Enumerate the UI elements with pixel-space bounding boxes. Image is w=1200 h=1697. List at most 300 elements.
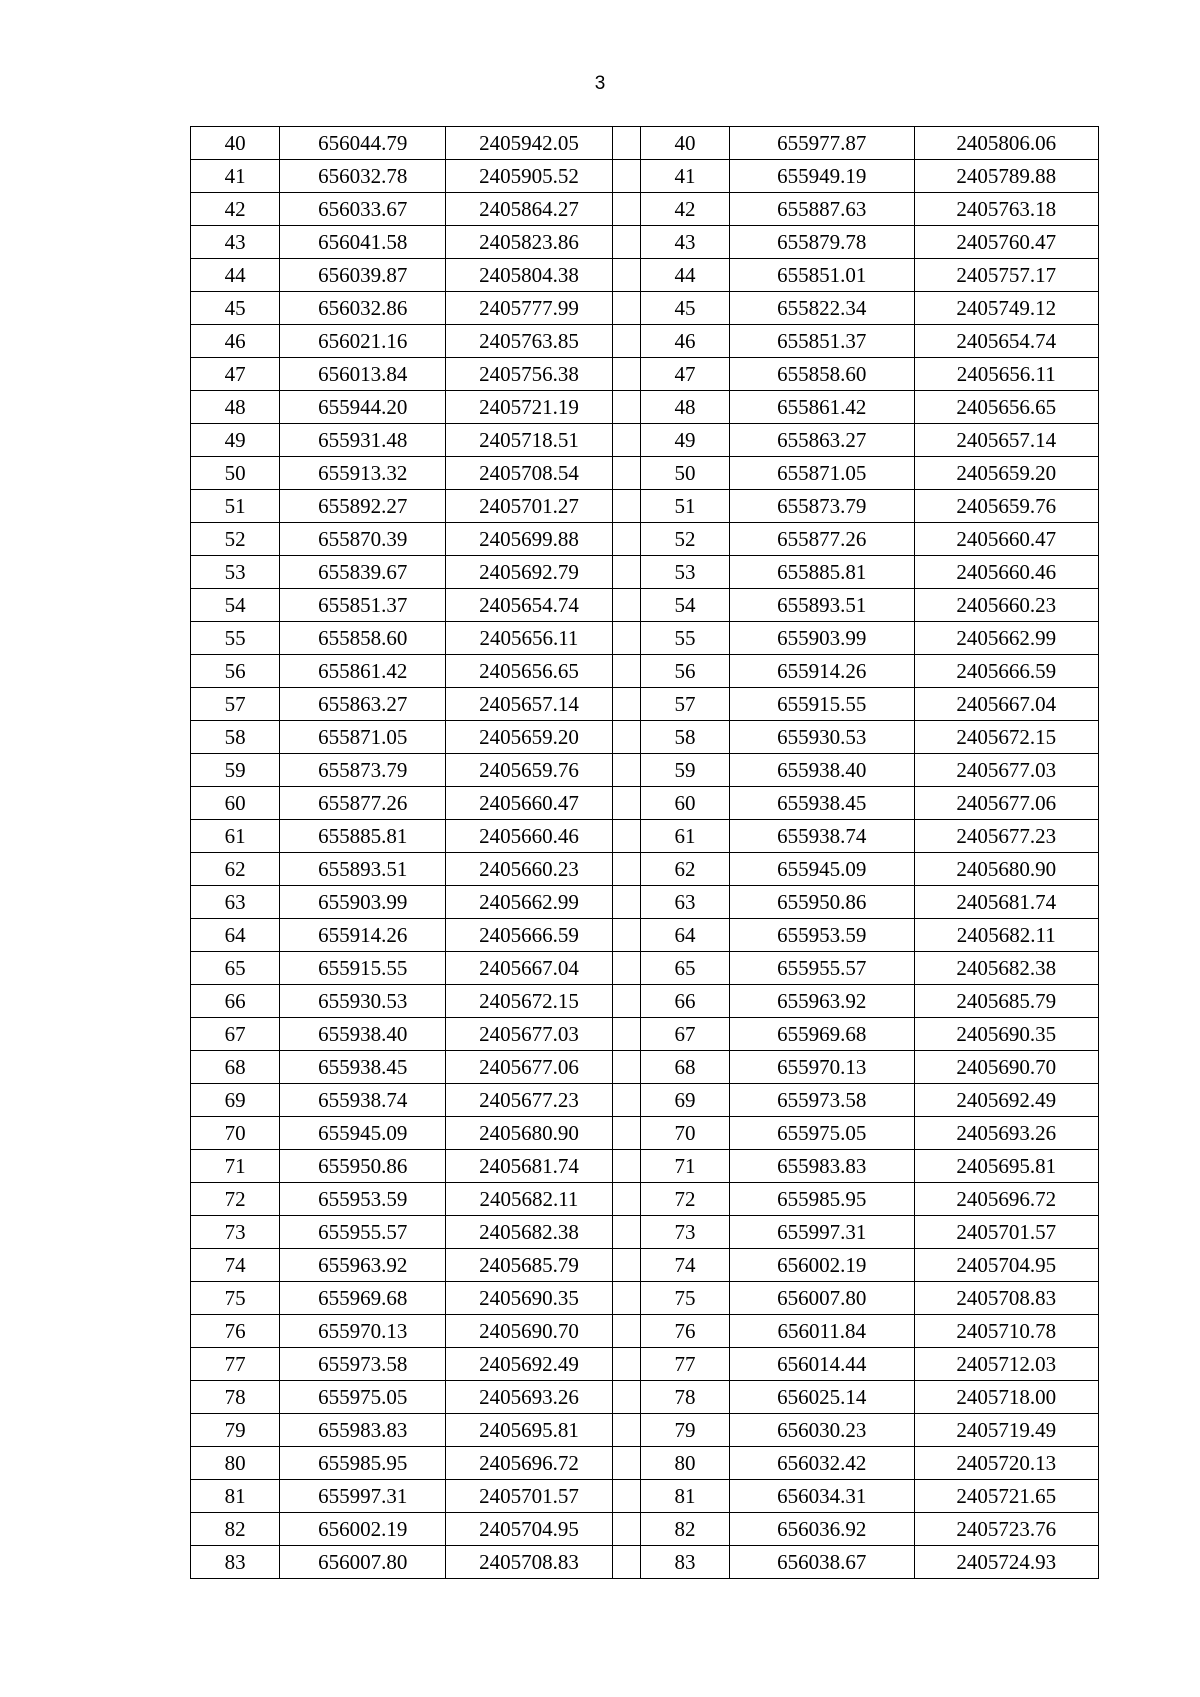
table-row	[191, 1480, 1099, 1513]
separator-cell	[612, 1315, 640, 1348]
left-point-number-cell: 79	[191, 1414, 280, 1447]
right-point-number-cell: 69	[640, 1084, 729, 1117]
right-point-number-cell: 57	[640, 688, 729, 721]
left-point-number-cell: 53	[191, 556, 280, 589]
page-number: 3	[594, 73, 606, 94]
right-y-coordinate-cell: 2405656.65	[914, 391, 1099, 424]
table-row	[191, 589, 1099, 622]
right-x-coordinate-cell: 655863.27	[730, 424, 914, 457]
right-point-number-cell: 44	[640, 259, 729, 292]
right-y-coordinate-cell: 2405701.57	[914, 1216, 1099, 1249]
right-x-coordinate-cell: 655885.81	[730, 556, 914, 589]
right-x-coordinate-cell: 655977.87	[730, 127, 914, 160]
table-row	[191, 985, 1099, 1018]
left-point-number-cell: 78	[191, 1381, 280, 1414]
right-y-coordinate-cell: 2405693.26	[914, 1117, 1099, 1150]
left-y-coordinate-cell: 2405685.79	[446, 1249, 612, 1282]
separator-cell	[612, 424, 640, 457]
right-point-number-cell: 66	[640, 985, 729, 1018]
right-point-number-cell: 79	[640, 1414, 729, 1447]
left-y-coordinate-cell: 2405695.81	[446, 1414, 612, 1447]
separator-cell	[612, 226, 640, 259]
left-x-coordinate-cell: 655914.26	[280, 919, 446, 952]
table-row	[191, 259, 1099, 292]
right-point-number-cell: 76	[640, 1315, 729, 1348]
table-row	[191, 721, 1099, 754]
right-x-coordinate-cell: 655858.60	[730, 358, 914, 391]
table-row	[191, 556, 1099, 589]
table-row	[191, 1414, 1099, 1447]
right-point-number-cell: 67	[640, 1018, 729, 1051]
right-point-number-cell: 58	[640, 721, 729, 754]
left-y-coordinate-cell: 2405656.65	[446, 655, 612, 688]
right-x-coordinate-cell: 655950.86	[730, 886, 914, 919]
right-x-coordinate-cell: 655973.58	[730, 1084, 914, 1117]
right-x-coordinate-cell: 655851.01	[730, 259, 914, 292]
right-point-number-cell: 63	[640, 886, 729, 919]
right-point-number-cell: 51	[640, 490, 729, 523]
table-row	[191, 1117, 1099, 1150]
left-point-number-cell: 47	[191, 358, 280, 391]
left-y-coordinate-cell: 2405677.03	[446, 1018, 612, 1051]
left-y-coordinate-cell: 2405666.59	[446, 919, 612, 952]
left-point-number-cell: 64	[191, 919, 280, 952]
left-y-coordinate-cell: 2405681.74	[446, 1150, 612, 1183]
separator-cell	[612, 127, 640, 160]
separator-cell	[612, 490, 640, 523]
left-y-coordinate-cell: 2405693.26	[446, 1381, 612, 1414]
left-x-coordinate-cell: 656044.79	[280, 127, 446, 160]
left-x-coordinate-cell: 656033.67	[280, 193, 446, 226]
right-y-coordinate-cell: 2405672.15	[914, 721, 1099, 754]
right-point-number-cell: 46	[640, 325, 729, 358]
right-x-coordinate-cell: 655975.05	[730, 1117, 914, 1150]
right-point-number-cell: 52	[640, 523, 729, 556]
left-x-coordinate-cell: 656002.19	[280, 1513, 446, 1546]
right-y-coordinate-cell: 2405757.17	[914, 259, 1099, 292]
right-x-coordinate-cell: 655879.78	[730, 226, 914, 259]
right-x-coordinate-cell: 655938.40	[730, 754, 914, 787]
right-y-coordinate-cell: 2405657.14	[914, 424, 1099, 457]
left-y-coordinate-cell: 2405701.57	[446, 1480, 612, 1513]
right-x-coordinate-cell: 656014.44	[730, 1348, 914, 1381]
left-x-coordinate-cell: 656013.84	[280, 358, 446, 391]
table-row	[191, 1282, 1099, 1315]
right-y-coordinate-cell: 2405660.47	[914, 523, 1099, 556]
right-x-coordinate-cell: 655997.31	[730, 1216, 914, 1249]
left-point-number-cell: 75	[191, 1282, 280, 1315]
separator-cell	[612, 1249, 640, 1282]
table-row	[191, 1249, 1099, 1282]
right-y-coordinate-cell: 2405682.38	[914, 952, 1099, 985]
right-point-number-cell: 74	[640, 1249, 729, 1282]
left-x-coordinate-cell: 655969.68	[280, 1282, 446, 1315]
left-x-coordinate-cell: 655963.92	[280, 1249, 446, 1282]
right-x-coordinate-cell: 655877.26	[730, 523, 914, 556]
left-point-number-cell: 54	[191, 589, 280, 622]
left-point-number-cell: 55	[191, 622, 280, 655]
right-y-coordinate-cell: 2405660.23	[914, 589, 1099, 622]
left-y-coordinate-cell: 2405660.23	[446, 853, 612, 886]
right-y-coordinate-cell: 2405710.78	[914, 1315, 1099, 1348]
left-point-number-cell: 50	[191, 457, 280, 490]
table-row	[191, 1315, 1099, 1348]
left-y-coordinate-cell: 2405701.27	[446, 490, 612, 523]
right-y-coordinate-cell: 2405690.70	[914, 1051, 1099, 1084]
right-y-coordinate-cell: 2405692.49	[914, 1084, 1099, 1117]
table-row	[191, 160, 1099, 193]
left-point-number-cell: 52	[191, 523, 280, 556]
right-x-coordinate-cell: 655822.34	[730, 292, 914, 325]
separator-cell	[612, 754, 640, 787]
left-point-number-cell: 40	[191, 127, 280, 160]
left-y-coordinate-cell: 2405823.86	[446, 226, 612, 259]
right-y-coordinate-cell: 2405662.99	[914, 622, 1099, 655]
left-point-number-cell: 83	[191, 1546, 280, 1579]
left-y-coordinate-cell: 2405718.51	[446, 424, 612, 457]
separator-cell	[612, 1183, 640, 1216]
left-x-coordinate-cell: 656007.80	[280, 1546, 446, 1579]
table-row	[191, 424, 1099, 457]
right-x-coordinate-cell: 656002.19	[730, 1249, 914, 1282]
left-point-number-cell: 60	[191, 787, 280, 820]
separator-cell	[612, 589, 640, 622]
right-point-number-cell: 40	[640, 127, 729, 160]
left-point-number-cell: 41	[191, 160, 280, 193]
right-y-coordinate-cell: 2405660.46	[914, 556, 1099, 589]
left-point-number-cell: 74	[191, 1249, 280, 1282]
right-y-coordinate-cell: 2405677.06	[914, 787, 1099, 820]
right-x-coordinate-cell: 656038.67	[730, 1546, 914, 1579]
table-row	[191, 358, 1099, 391]
left-x-coordinate-cell: 655975.05	[280, 1381, 446, 1414]
left-x-coordinate-cell: 655955.57	[280, 1216, 446, 1249]
left-x-coordinate-cell: 655997.31	[280, 1480, 446, 1513]
left-x-coordinate-cell: 656021.16	[280, 325, 446, 358]
left-y-coordinate-cell: 2405657.14	[446, 688, 612, 721]
separator-cell	[612, 1084, 640, 1117]
left-y-coordinate-cell: 2405905.52	[446, 160, 612, 193]
right-x-coordinate-cell: 655930.53	[730, 721, 914, 754]
separator-cell	[612, 1513, 640, 1546]
right-point-number-cell: 55	[640, 622, 729, 655]
left-y-coordinate-cell: 2405672.15	[446, 985, 612, 1018]
right-x-coordinate-cell: 655953.59	[730, 919, 914, 952]
separator-cell	[612, 1381, 640, 1414]
left-y-coordinate-cell: 2405654.74	[446, 589, 612, 622]
right-x-coordinate-cell: 656034.31	[730, 1480, 914, 1513]
right-x-coordinate-cell: 655955.57	[730, 952, 914, 985]
right-y-coordinate-cell: 2405720.13	[914, 1447, 1099, 1480]
left-point-number-cell: 81	[191, 1480, 280, 1513]
separator-cell	[612, 1546, 640, 1579]
right-point-number-cell: 78	[640, 1381, 729, 1414]
left-y-coordinate-cell: 2405680.90	[446, 1117, 612, 1150]
table-row	[191, 523, 1099, 556]
left-x-coordinate-cell: 655858.60	[280, 622, 446, 655]
separator-cell	[612, 1447, 640, 1480]
left-y-coordinate-cell: 2405708.54	[446, 457, 612, 490]
left-x-coordinate-cell: 655913.32	[280, 457, 446, 490]
left-point-number-cell: 44	[191, 259, 280, 292]
separator-cell	[612, 1051, 640, 1084]
table-row	[191, 853, 1099, 886]
separator-cell	[612, 325, 640, 358]
right-x-coordinate-cell: 655871.05	[730, 457, 914, 490]
right-point-number-cell: 81	[640, 1480, 729, 1513]
separator-cell	[612, 622, 640, 655]
right-y-coordinate-cell: 2405680.90	[914, 853, 1099, 886]
left-y-coordinate-cell: 2405690.35	[446, 1282, 612, 1315]
left-x-coordinate-cell: 655970.13	[280, 1315, 446, 1348]
right-x-coordinate-cell: 655861.42	[730, 391, 914, 424]
separator-cell	[612, 457, 640, 490]
left-x-coordinate-cell: 655973.58	[280, 1348, 446, 1381]
right-point-number-cell: 75	[640, 1282, 729, 1315]
right-y-coordinate-cell: 2405695.81	[914, 1150, 1099, 1183]
right-y-coordinate-cell: 2405659.76	[914, 490, 1099, 523]
right-y-coordinate-cell: 2405719.49	[914, 1414, 1099, 1447]
left-x-coordinate-cell: 655938.40	[280, 1018, 446, 1051]
separator-cell	[612, 721, 640, 754]
separator-cell	[612, 1117, 640, 1150]
table-row	[191, 226, 1099, 259]
left-x-coordinate-cell: 655892.27	[280, 490, 446, 523]
right-x-coordinate-cell: 655963.92	[730, 985, 914, 1018]
left-x-coordinate-cell: 655839.67	[280, 556, 446, 589]
left-y-coordinate-cell: 2405667.04	[446, 952, 612, 985]
table-row	[191, 457, 1099, 490]
right-x-coordinate-cell: 656036.92	[730, 1513, 914, 1546]
right-point-number-cell: 65	[640, 952, 729, 985]
left-point-number-cell: 58	[191, 721, 280, 754]
right-x-coordinate-cell: 655983.83	[730, 1150, 914, 1183]
separator-cell	[612, 787, 640, 820]
separator-cell	[612, 1150, 640, 1183]
right-y-coordinate-cell: 2405763.18	[914, 193, 1099, 226]
left-y-coordinate-cell: 2405942.05	[446, 127, 612, 160]
left-x-coordinate-cell: 655877.26	[280, 787, 446, 820]
left-x-coordinate-cell: 655938.45	[280, 1051, 446, 1084]
right-point-number-cell: 47	[640, 358, 729, 391]
left-point-number-cell: 56	[191, 655, 280, 688]
right-y-coordinate-cell: 2405690.35	[914, 1018, 1099, 1051]
right-point-number-cell: 41	[640, 160, 729, 193]
separator-cell	[612, 655, 640, 688]
right-y-coordinate-cell: 2405708.83	[914, 1282, 1099, 1315]
left-point-number-cell: 57	[191, 688, 280, 721]
left-point-number-cell: 68	[191, 1051, 280, 1084]
right-x-coordinate-cell: 655887.63	[730, 193, 914, 226]
left-x-coordinate-cell: 655870.39	[280, 523, 446, 556]
left-point-number-cell: 76	[191, 1315, 280, 1348]
right-y-coordinate-cell: 2405696.72	[914, 1183, 1099, 1216]
right-y-coordinate-cell: 2405677.03	[914, 754, 1099, 787]
left-y-coordinate-cell: 2405656.11	[446, 622, 612, 655]
separator-cell	[612, 952, 640, 985]
left-point-number-cell: 73	[191, 1216, 280, 1249]
left-x-coordinate-cell: 655953.59	[280, 1183, 446, 1216]
right-point-number-cell: 70	[640, 1117, 729, 1150]
left-y-coordinate-cell: 2405708.83	[446, 1546, 612, 1579]
right-y-coordinate-cell: 2405656.11	[914, 358, 1099, 391]
separator-cell	[612, 886, 640, 919]
separator-cell	[612, 358, 640, 391]
left-point-number-cell: 62	[191, 853, 280, 886]
right-y-coordinate-cell: 2405704.95	[914, 1249, 1099, 1282]
right-x-coordinate-cell: 655873.79	[730, 490, 914, 523]
left-y-coordinate-cell: 2405756.38	[446, 358, 612, 391]
right-x-coordinate-cell: 656025.14	[730, 1381, 914, 1414]
left-x-coordinate-cell: 656032.78	[280, 160, 446, 193]
left-y-coordinate-cell: 2405804.38	[446, 259, 612, 292]
table-row	[191, 1051, 1099, 1084]
right-y-coordinate-cell: 2405666.59	[914, 655, 1099, 688]
separator-cell	[612, 1480, 640, 1513]
left-point-number-cell: 71	[191, 1150, 280, 1183]
right-point-number-cell: 60	[640, 787, 729, 820]
right-y-coordinate-cell: 2405667.04	[914, 688, 1099, 721]
table-row	[191, 754, 1099, 787]
left-point-number-cell: 82	[191, 1513, 280, 1546]
table-row	[191, 325, 1099, 358]
left-x-coordinate-cell: 655851.37	[280, 589, 446, 622]
left-x-coordinate-cell: 656039.87	[280, 259, 446, 292]
left-point-number-cell: 67	[191, 1018, 280, 1051]
table-row	[191, 952, 1099, 985]
left-x-coordinate-cell: 655885.81	[280, 820, 446, 853]
separator-cell	[612, 1018, 640, 1051]
table-row	[191, 391, 1099, 424]
separator-cell	[612, 1348, 640, 1381]
right-x-coordinate-cell: 655938.74	[730, 820, 914, 853]
left-point-number-cell: 63	[191, 886, 280, 919]
left-y-coordinate-cell: 2405660.46	[446, 820, 612, 853]
right-x-coordinate-cell: 655893.51	[730, 589, 914, 622]
right-y-coordinate-cell: 2405749.12	[914, 292, 1099, 325]
right-x-coordinate-cell: 656007.80	[730, 1282, 914, 1315]
right-y-coordinate-cell: 2405806.06	[914, 127, 1099, 160]
left-x-coordinate-cell: 655931.48	[280, 424, 446, 457]
right-point-number-cell: 56	[640, 655, 729, 688]
left-point-number-cell: 77	[191, 1348, 280, 1381]
right-y-coordinate-cell: 2405712.03	[914, 1348, 1099, 1381]
left-x-coordinate-cell: 655871.05	[280, 721, 446, 754]
left-y-coordinate-cell: 2405696.72	[446, 1447, 612, 1480]
right-y-coordinate-cell: 2405681.74	[914, 886, 1099, 919]
separator-cell	[612, 1282, 640, 1315]
table-row	[191, 1216, 1099, 1249]
left-x-coordinate-cell: 655945.09	[280, 1117, 446, 1150]
left-y-coordinate-cell: 2405660.47	[446, 787, 612, 820]
right-point-number-cell: 82	[640, 1513, 729, 1546]
right-y-coordinate-cell: 2405724.93	[914, 1546, 1099, 1579]
left-y-coordinate-cell: 2405763.85	[446, 325, 612, 358]
table-row	[191, 886, 1099, 919]
left-point-number-cell: 72	[191, 1183, 280, 1216]
left-point-number-cell: 69	[191, 1084, 280, 1117]
right-point-number-cell: 45	[640, 292, 729, 325]
left-point-number-cell: 80	[191, 1447, 280, 1480]
left-y-coordinate-cell: 2405682.11	[446, 1183, 612, 1216]
separator-cell	[612, 160, 640, 193]
left-point-number-cell: 51	[191, 490, 280, 523]
table-row	[191, 1084, 1099, 1117]
right-point-number-cell: 83	[640, 1546, 729, 1579]
left-x-coordinate-cell: 655893.51	[280, 853, 446, 886]
left-y-coordinate-cell: 2405662.99	[446, 886, 612, 919]
right-point-number-cell: 64	[640, 919, 729, 952]
right-point-number-cell: 59	[640, 754, 729, 787]
left-x-coordinate-cell: 655863.27	[280, 688, 446, 721]
right-x-coordinate-cell: 655985.95	[730, 1183, 914, 1216]
table-row	[191, 688, 1099, 721]
right-point-number-cell: 49	[640, 424, 729, 457]
right-y-coordinate-cell: 2405760.47	[914, 226, 1099, 259]
left-point-number-cell: 48	[191, 391, 280, 424]
right-x-coordinate-cell: 656032.42	[730, 1447, 914, 1480]
left-y-coordinate-cell: 2405699.88	[446, 523, 612, 556]
right-point-number-cell: 80	[640, 1447, 729, 1480]
left-y-coordinate-cell: 2405721.19	[446, 391, 612, 424]
separator-cell	[612, 193, 640, 226]
separator-cell	[612, 523, 640, 556]
right-x-coordinate-cell: 655969.68	[730, 1018, 914, 1051]
right-x-coordinate-cell: 655945.09	[730, 853, 914, 886]
right-x-coordinate-cell: 655915.55	[730, 688, 914, 721]
table-row	[191, 655, 1099, 688]
left-x-coordinate-cell: 655950.86	[280, 1150, 446, 1183]
left-point-number-cell: 59	[191, 754, 280, 787]
table-row	[191, 292, 1099, 325]
right-point-number-cell: 71	[640, 1150, 729, 1183]
left-x-coordinate-cell: 655985.95	[280, 1447, 446, 1480]
left-y-coordinate-cell: 2405692.49	[446, 1348, 612, 1381]
right-x-coordinate-cell: 655851.37	[730, 325, 914, 358]
left-point-number-cell: 66	[191, 985, 280, 1018]
right-point-number-cell: 53	[640, 556, 729, 589]
left-y-coordinate-cell: 2405864.27	[446, 193, 612, 226]
table-row	[191, 1546, 1099, 1579]
right-point-number-cell: 54	[640, 589, 729, 622]
left-y-coordinate-cell: 2405682.38	[446, 1216, 612, 1249]
right-y-coordinate-cell: 2405718.00	[914, 1381, 1099, 1414]
left-x-coordinate-cell: 655873.79	[280, 754, 446, 787]
left-y-coordinate-cell: 2405677.23	[446, 1084, 612, 1117]
separator-cell	[612, 1414, 640, 1447]
right-point-number-cell: 68	[640, 1051, 729, 1084]
left-point-number-cell: 43	[191, 226, 280, 259]
separator-cell	[612, 259, 640, 292]
separator-cell	[612, 985, 640, 1018]
separator-cell	[612, 391, 640, 424]
table-row	[191, 193, 1099, 226]
right-point-number-cell: 50	[640, 457, 729, 490]
table-row	[191, 1150, 1099, 1183]
right-point-number-cell: 43	[640, 226, 729, 259]
separator-cell	[612, 292, 640, 325]
left-y-coordinate-cell: 2405659.20	[446, 721, 612, 754]
left-point-number-cell: 46	[191, 325, 280, 358]
separator-cell	[612, 853, 640, 886]
left-x-coordinate-cell: 655915.55	[280, 952, 446, 985]
right-y-coordinate-cell: 2405723.76	[914, 1513, 1099, 1546]
left-x-coordinate-cell: 656032.86	[280, 292, 446, 325]
table-row	[191, 127, 1099, 160]
separator-cell	[612, 919, 640, 952]
coordinate-table-body	[191, 127, 1099, 1579]
coordinate-table	[190, 126, 1099, 1579]
